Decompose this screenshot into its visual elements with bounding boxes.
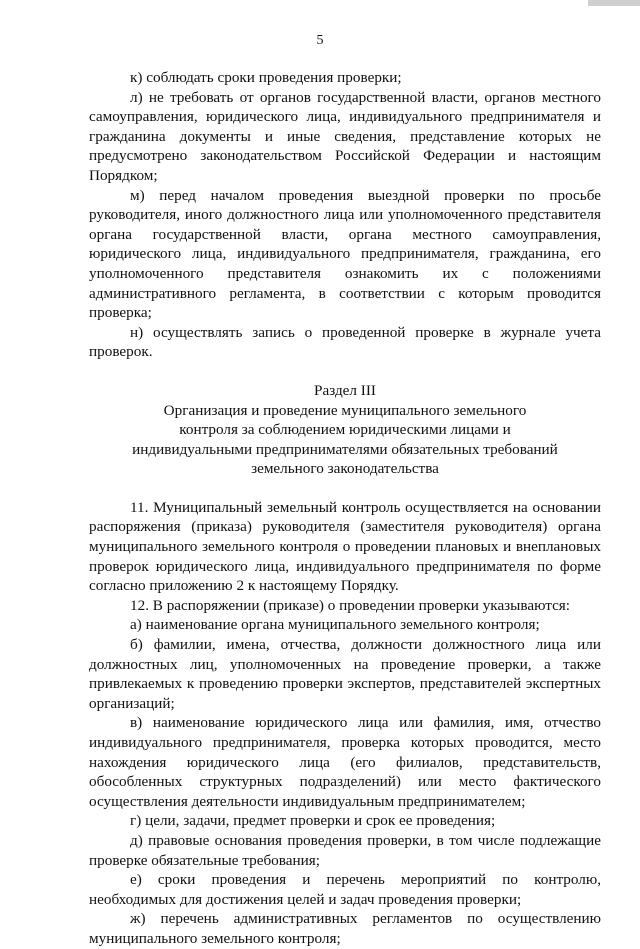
list-item-d: д) правовые основания проведения проверки, в том числе подлежащие проверке обязательные требования; xyxy=(89,831,601,869)
scan-edge-mark xyxy=(588,0,640,6)
list-item-e: е) сроки проведения и перечень мероприятий по контролю, необходимых для достижения целей и задач проведения проверки; xyxy=(89,871,601,908)
list-item-g: г) цели, задачи, предмет проверки и срок ее проведения; xyxy=(130,812,496,830)
page-number: 5 xyxy=(316,33,324,48)
clause-12: 12. В распоряжении (приказе) о проведении проверки указываются: xyxy=(130,596,571,614)
section-label: Раздел III xyxy=(314,381,376,399)
section-title-line: контроля за соблюдением юридическими лицами и xyxy=(179,421,511,439)
section-title-line: индивидуальными предпринимателями обязательных требований xyxy=(132,440,558,458)
document-body xyxy=(89,68,601,949)
clause-11: 11. Муниципальный земельный контроль осуществляется на основании распоряжения (приказа) руководителя (заместителя руководителя) органа муниципального земельного контроля о проведении плановых и внеплановых проверок юридического лица, индивидуального предпринимателя по форме согласно приложению 2 к настоящему Порядку. xyxy=(89,498,601,595)
list-item-n: н) осуществлять запись о проведенной проверке в журнале учета проверок. xyxy=(89,323,601,361)
section-title-line: Организация и проведение муниципального земельного xyxy=(163,401,527,419)
list-item-a: а) наименование органа муниципального земельного контроля; xyxy=(130,616,540,634)
list-item-l: л) не требовать от органов государственной власти, органов местного самоуправления, юридического лица, индивидуального предпринимателя и гражданина документы и иные сведения, представление которых не предусмотрено законодательством Российской Федерации и настоящим Порядком; xyxy=(89,88,601,184)
list-item-k: к) соблюдать сроки проведения проверки; xyxy=(130,69,402,86)
section-heading xyxy=(89,381,601,479)
list-item-b: б) фамилии, имена, отчества, должности должностного лица или должностных лиц, уполномоченных на проведение проверки, а также привлекаемых к проведению проверки экспертов, представителей экспертных организаций; xyxy=(89,636,601,712)
list-item-v: в) наименование юридического лица или фамилия, имя, отчество индивидуального предпринимателя, проверка которых проводится, место нахождения юридического лица (его филиалов, представительств, обособленных структурных подразделений) или место фактического осуществления деятельности индивидуальным предпринимателем; xyxy=(89,714,601,810)
section-title-line: земельного законодательства xyxy=(251,460,439,478)
list-item-m: м) перед началом проведения выездной проверки по просьбе руководителя, иного должностного лица или уполномоченного представителя органа государственной власти, органа местного самоуправления, юридического лица, индивидуального предпринимателя, гражданина, его уполномоченного представителя ознакомить их с положениями административного регламента, в соответствии с которым проводится проверка; xyxy=(89,186,601,322)
list-item-zh: ж) перечень административных регламентов по осуществлению муниципального земельного контроля; xyxy=(89,910,601,947)
